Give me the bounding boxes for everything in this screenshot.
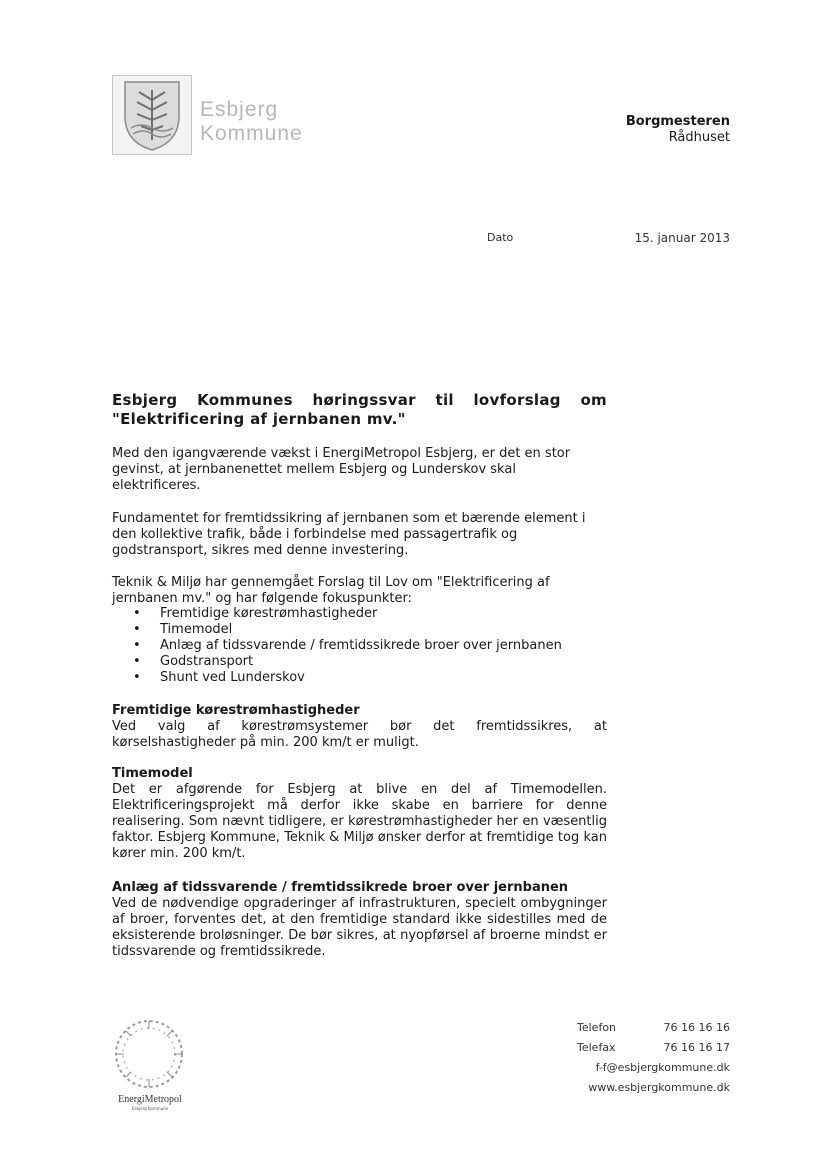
- section-heading: Anlæg af tidssvarende / fremtidssikrede broer over jernbanen: [112, 880, 569, 895]
- section-bridges: [112, 880, 607, 960]
- list-item: • Shunt ved Lunderskov: [112, 670, 562, 686]
- section-speeds: [112, 703, 607, 751]
- section-text: Ved valg af kørestrømsystemer bør det fremtidssikres, at kørselshastigheder på min. 200 km/t er muligt.: [112, 719, 607, 750]
- phone-label: Telefon: [577, 1021, 617, 1034]
- date-value: 15. januar 2013: [634, 231, 730, 245]
- section-heading: Fremtidige kørestrømhastigheder: [112, 703, 360, 718]
- energimetropol-subtitle: Esbjerg Kommune: [131, 1106, 169, 1111]
- sender-location: Rådhuset: [668, 130, 730, 145]
- coat-of-arms-icon: [112, 75, 192, 155]
- email-link[interactable]: f-f@esbjergkommune.dk: [595, 1061, 730, 1074]
- section-heading: Timemodel: [112, 766, 193, 781]
- energimetropol-logo-icon: [112, 1017, 186, 1091]
- section-text: Det er afgørende for Esbjerg at blive en del af Timemodellen. Elektrificeringsprojekt må derfor ikke skabe en barriere for denne realisering. Som nævnt tidligere, er kørestrømhastigheder her en væsentlig faktor. Esbjerg Kommune, Teknik & Miljø ønsker derfor at fremtidige tog kan kører min. 200 km/t.: [112, 782, 607, 861]
- section-timemodel: [112, 766, 607, 862]
- paragraph-foundation: Fundamentet for fremtidssikring af jernbanen som et bærende element i den kollektive trafik, både i forbindelse med passagertrafik og godstransport, sikres med denne investering.: [112, 511, 586, 558]
- logo-line-1: Esbjerg: [200, 98, 279, 121]
- focus-points-list: [112, 606, 562, 686]
- municipality-logo-text: [200, 98, 303, 146]
- sender-title: Borgmesteren: [625, 114, 730, 129]
- list-item: • Anlæg af tidssvarende / fremtidssikrede broer over jernbanen: [112, 638, 562, 654]
- list-item: • Godstransport: [112, 654, 562, 670]
- logo-line-2: Kommune: [200, 122, 303, 145]
- document-title: Esbjerg Kommunes høringssvar til lovforslag om "Elektrificering af jernbanen mv.": [112, 391, 607, 428]
- fax-label: Telefax: [577, 1041, 616, 1054]
- energimetropol-name: EnergiMetropol: [118, 1094, 182, 1105]
- date-label: Dato: [487, 231, 514, 244]
- phone-value: 76 16 16 16: [663, 1021, 730, 1034]
- list-item: • Timemodel: [112, 622, 562, 638]
- paragraph-focus-intro: Teknik & Miljø har gennemgået Forslag til Lov om "Elektrificering af jernbanen mv." og har følgende fokuspunkter:: [112, 575, 550, 606]
- fax-value: 76 16 16 17: [663, 1041, 730, 1054]
- list-item: • Fremtidige kørestrømhastigheder: [112, 606, 562, 622]
- website-link[interactable]: www.esbjergkommune.dk: [588, 1081, 730, 1094]
- paragraph-intro: Med den igangværende vækst i EnergiMetropol Esbjerg, er det en stor gevinst, at jernbanenettet mellem Esbjerg og Lunderskov skal elektrificeres.: [112, 446, 571, 493]
- section-text: Ved de nødvendige opgraderinger af infrastrukturen, specielt ombygninger af broer, forventes det, at den fremtidige standard ikke sidestilles med de eksisterende broløsninger. De bør sikres, at nyopførsel af broerne mindst er tidssvarende og fremtidssikrede.: [112, 896, 607, 959]
